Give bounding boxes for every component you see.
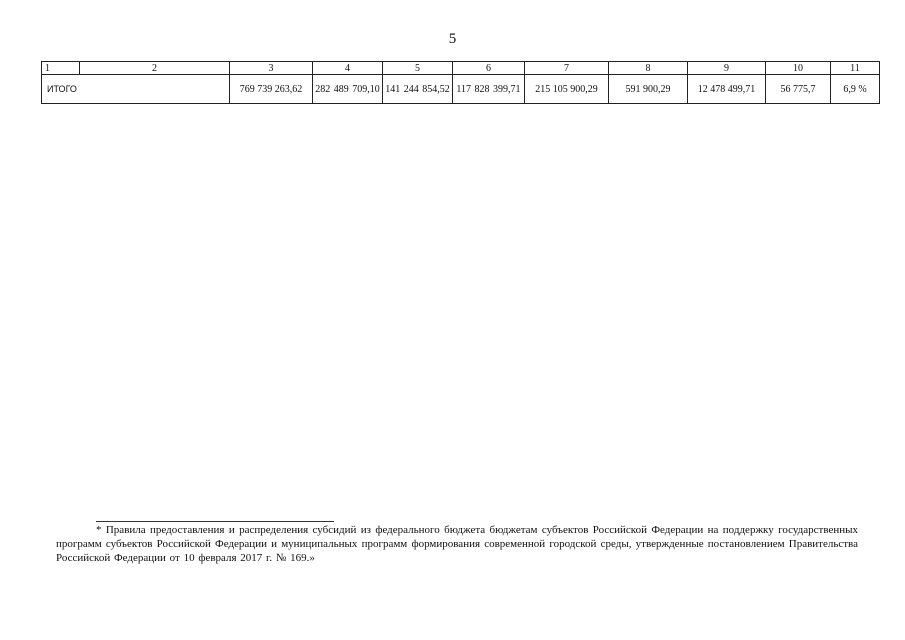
- total-cell-6: 117 828 399,71: [453, 75, 525, 104]
- column-number-3: 3: [230, 62, 313, 75]
- total-cell-3: 769 739 263,62: [230, 75, 313, 104]
- page-number: 5: [448, 31, 457, 47]
- table-header-row: [42, 62, 880, 75]
- total-cell-10: 56 775,7: [766, 75, 831, 104]
- total-row: [42, 75, 880, 104]
- column-number-10: 10: [766, 62, 831, 75]
- footnote-divider: [96, 521, 334, 522]
- column-number-4: 4: [313, 62, 383, 75]
- column-number-5: 5: [383, 62, 453, 75]
- column-number-6: 6: [453, 62, 525, 75]
- column-number-11: 11: [831, 62, 880, 75]
- footnote-text: * Правила предоставления и распределения субсидий из федерального бюджета бюджетам субъектов Российской Федерации на поддержку государственных программ субъектов Российской Федерации и муниципальных программ формирования современной городской среды, утвержденные постановлением Правительства Российской Федерации от 10 февраля 2017 г. № 169.»: [56, 524, 858, 564]
- summary-table: [41, 61, 880, 104]
- total-cell-7: 215 105 900,29: [525, 75, 609, 104]
- column-number-2: 2: [80, 62, 230, 75]
- total-cell-11: 6,9 %: [831, 75, 880, 104]
- total-cell-9: 12 478 499,71: [688, 75, 766, 104]
- total-cell-4: 282 489 709,10: [313, 75, 383, 104]
- total-cell-8: 591 900,29: [609, 75, 688, 104]
- column-number-9: 9: [688, 62, 766, 75]
- column-number-8: 8: [609, 62, 688, 75]
- total-cell-5: 141 244 854,52: [383, 75, 453, 104]
- column-number-1: 1: [42, 62, 80, 75]
- total-label: ИТОГО: [42, 75, 230, 104]
- column-number-7: 7: [525, 62, 609, 75]
